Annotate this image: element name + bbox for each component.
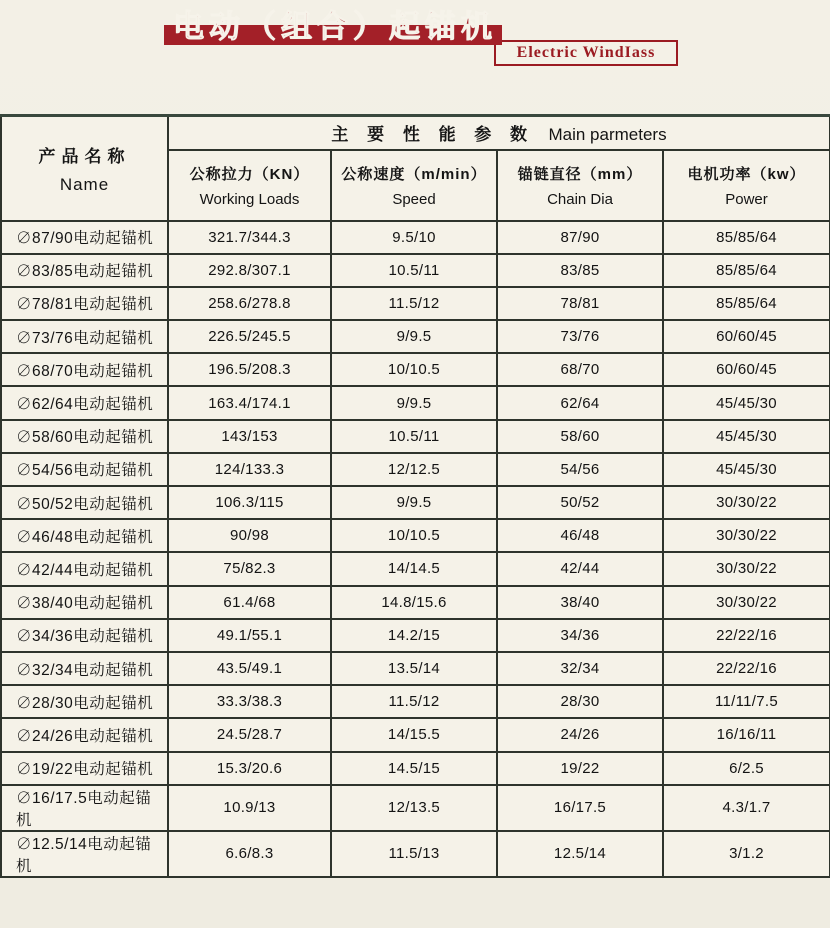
cell-working-loads: 196.5/208.3 (168, 353, 331, 386)
table-row (1, 453, 830, 486)
cell-working-loads: 10.9/13 (168, 785, 331, 831)
cell-power: 30/30/22 (663, 519, 830, 552)
cell-power: 11/11/7.5 (663, 685, 830, 718)
table-row (1, 619, 830, 652)
cell-speed: 9/9.5 (331, 320, 497, 353)
column-header-cn: 公称速度（m/min） (341, 165, 487, 183)
column-header-en: Working Loads (199, 190, 300, 208)
cell-working-loads: 124/133.3 (168, 453, 331, 486)
cell-speed: 14.8/15.6 (331, 586, 497, 619)
cell-speed: 9/9.5 (331, 386, 497, 419)
table-row (1, 685, 830, 718)
cell-power: 85/85/64 (663, 287, 830, 320)
cell-speed: 14.2/15 (331, 619, 497, 652)
cell-speed: 14.5/15 (331, 752, 497, 785)
column-header-en: Speed (392, 190, 436, 208)
column-header-en: Power (725, 190, 768, 208)
column-header-en: Chain Dia (547, 190, 613, 208)
cell-power: 45/45/30 (663, 420, 830, 453)
table-header (1, 116, 830, 221)
main-parameters-header (168, 116, 830, 150)
cell-chain-dia: 62/64 (497, 386, 663, 419)
cell-product-name: ∅46/48电动起锚机 (1, 519, 168, 552)
cell-speed: 14/15.5 (331, 718, 497, 751)
cell-chain-dia: 68/70 (497, 353, 663, 386)
cell-chain-dia: 83/85 (497, 254, 663, 287)
cell-chain-dia: 38/40 (497, 586, 663, 619)
cell-working-loads: 6.6/8.3 (168, 831, 331, 877)
cell-chain-dia: 12.5/14 (497, 831, 663, 877)
cell-chain-dia: 32/34 (497, 652, 663, 685)
table-row (1, 718, 830, 751)
cell-speed: 13.5/14 (331, 652, 497, 685)
cell-speed: 10.5/11 (331, 254, 497, 287)
cell-working-loads: 33.3/38.3 (168, 685, 331, 718)
column-header-cn: 电机功率（kw） (687, 165, 806, 183)
table-body (1, 221, 830, 877)
cell-working-loads: 61.4/68 (168, 586, 331, 619)
product-name-header-cn: 产品名称 (38, 146, 131, 166)
cell-power: 60/60/45 (663, 320, 830, 353)
cell-product-name: ∅68/70电动起锚机 (1, 353, 168, 386)
cell-product-name: ∅16/17.5电动起锚机 (1, 785, 168, 831)
column-header-power (663, 150, 830, 221)
cell-chain-dia: 28/30 (497, 685, 663, 718)
cell-working-loads: 143/153 (168, 420, 331, 453)
cell-power: 6/2.5 (663, 752, 830, 785)
cell-power: 22/22/16 (663, 619, 830, 652)
cell-chain-dia: 24/26 (497, 718, 663, 751)
cell-working-loads: 106.3/115 (168, 486, 331, 519)
cell-power: 30/30/22 (663, 486, 830, 519)
cell-power: 16/16/11 (663, 718, 830, 751)
cell-product-name: ∅34/36电动起锚机 (1, 619, 168, 652)
table-row (1, 420, 830, 453)
cell-chain-dia: 87/90 (497, 221, 663, 254)
cell-speed: 10/10.5 (331, 519, 497, 552)
spec-table (0, 114, 830, 878)
cell-power: 45/45/30 (663, 386, 830, 419)
cell-speed: 10/10.5 (331, 353, 497, 386)
column-header-speed (331, 150, 497, 221)
table-row (1, 221, 830, 254)
cell-product-name: ∅54/56电动起锚机 (1, 453, 168, 486)
main-parameters-header-cn: 主 要 性 能 参 数 (331, 125, 535, 145)
cell-working-loads: 43.5/49.1 (168, 652, 331, 685)
table-row (1, 386, 830, 419)
cell-power: 45/45/30 (663, 453, 830, 486)
cell-working-loads: 321.7/344.3 (168, 221, 331, 254)
cell-speed: 9.5/10 (331, 221, 497, 254)
cell-product-name: ∅38/40电动起锚机 (1, 586, 168, 619)
cell-power: 85/85/64 (663, 221, 830, 254)
cell-speed: 9/9.5 (331, 486, 497, 519)
cell-speed: 10.5/11 (331, 420, 497, 453)
column-header-cn: 公称拉力（KN） (189, 165, 310, 183)
cell-product-name: ∅58/60电动起锚机 (1, 420, 168, 453)
table-row (1, 586, 830, 619)
cell-working-loads: 163.4/174.1 (168, 386, 331, 419)
cell-working-loads: 15.3/20.6 (168, 752, 331, 785)
cell-working-loads: 49.1/55.1 (168, 619, 331, 652)
page-title: 电动（组合）起锚机 (173, 9, 497, 44)
column-header-cn: 锚链直径（mm） (517, 165, 643, 183)
cell-product-name: ∅12.5/14电动起锚机 (1, 831, 168, 877)
cell-speed: 11.5/12 (331, 685, 497, 718)
cell-power: 30/30/22 (663, 586, 830, 619)
column-header-chain-dia (497, 150, 663, 221)
table-row (1, 486, 830, 519)
product-name-header (1, 116, 168, 221)
table-row (1, 785, 830, 831)
cell-working-loads: 292.8/307.1 (168, 254, 331, 287)
cell-product-name: ∅32/34电动起锚机 (1, 652, 168, 685)
cell-chain-dia: 58/60 (497, 420, 663, 453)
cell-chain-dia: 16/17.5 (497, 785, 663, 831)
table-row (1, 519, 830, 552)
cell-power: 60/60/45 (663, 353, 830, 386)
table-row (1, 831, 830, 877)
table-row (1, 254, 830, 287)
cell-power: 4.3/1.7 (663, 785, 830, 831)
table-row (1, 320, 830, 353)
cell-speed: 11.5/12 (331, 287, 497, 320)
table-row (1, 287, 830, 320)
cell-speed: 11.5/13 (331, 831, 497, 877)
cell-speed: 12/12.5 (331, 453, 497, 486)
cell-product-name: ∅78/81电动起锚机 (1, 287, 168, 320)
cell-product-name: ∅42/44电动起锚机 (1, 552, 168, 585)
cell-chain-dia: 42/44 (497, 552, 663, 585)
cell-working-loads: 24.5/28.7 (168, 718, 331, 751)
cell-working-loads: 258.6/278.8 (168, 287, 331, 320)
cell-power: 30/30/22 (663, 552, 830, 585)
cell-product-name: ∅28/30电动起锚机 (1, 685, 168, 718)
english-title: Electric WindIass (516, 44, 656, 61)
cell-product-name: ∅87/90电动起锚机 (1, 221, 168, 254)
table-row (1, 652, 830, 685)
column-header-working-loads (168, 150, 331, 221)
cell-product-name: ∅50/52电动起锚机 (1, 486, 168, 519)
cell-chain-dia: 34/36 (497, 619, 663, 652)
cell-product-name: ∅24/26电动起锚机 (1, 718, 168, 751)
cell-power: 85/85/64 (663, 254, 830, 287)
table-row (1, 552, 830, 585)
cell-chain-dia: 50/52 (497, 486, 663, 519)
cell-power: 22/22/16 (663, 652, 830, 685)
cell-chain-dia: 73/76 (497, 320, 663, 353)
cell-working-loads: 75/82.3 (168, 552, 331, 585)
cell-power: 3/1.2 (663, 831, 830, 877)
cell-chain-dia: 54/56 (497, 453, 663, 486)
cell-speed: 14/14.5 (331, 552, 497, 585)
table-row (1, 752, 830, 785)
cell-speed: 12/13.5 (331, 785, 497, 831)
cell-product-name: ∅62/64电动起锚机 (1, 386, 168, 419)
english-title-box (494, 40, 678, 66)
cell-working-loads: 226.5/245.5 (168, 320, 331, 353)
cell-chain-dia: 78/81 (497, 287, 663, 320)
cell-working-loads: 90/98 (168, 519, 331, 552)
table-row (1, 353, 830, 386)
cell-chain-dia: 19/22 (497, 752, 663, 785)
cell-product-name: ∅83/85电动起锚机 (1, 254, 168, 287)
cell-product-name: ∅73/76电动起锚机 (1, 320, 168, 353)
cell-product-name: ∅19/22电动起锚机 (1, 752, 168, 785)
main-parameters-header-en: Main parmeters (548, 125, 667, 145)
product-name-header-en: Name (59, 174, 110, 194)
cell-chain-dia: 46/48 (497, 519, 663, 552)
